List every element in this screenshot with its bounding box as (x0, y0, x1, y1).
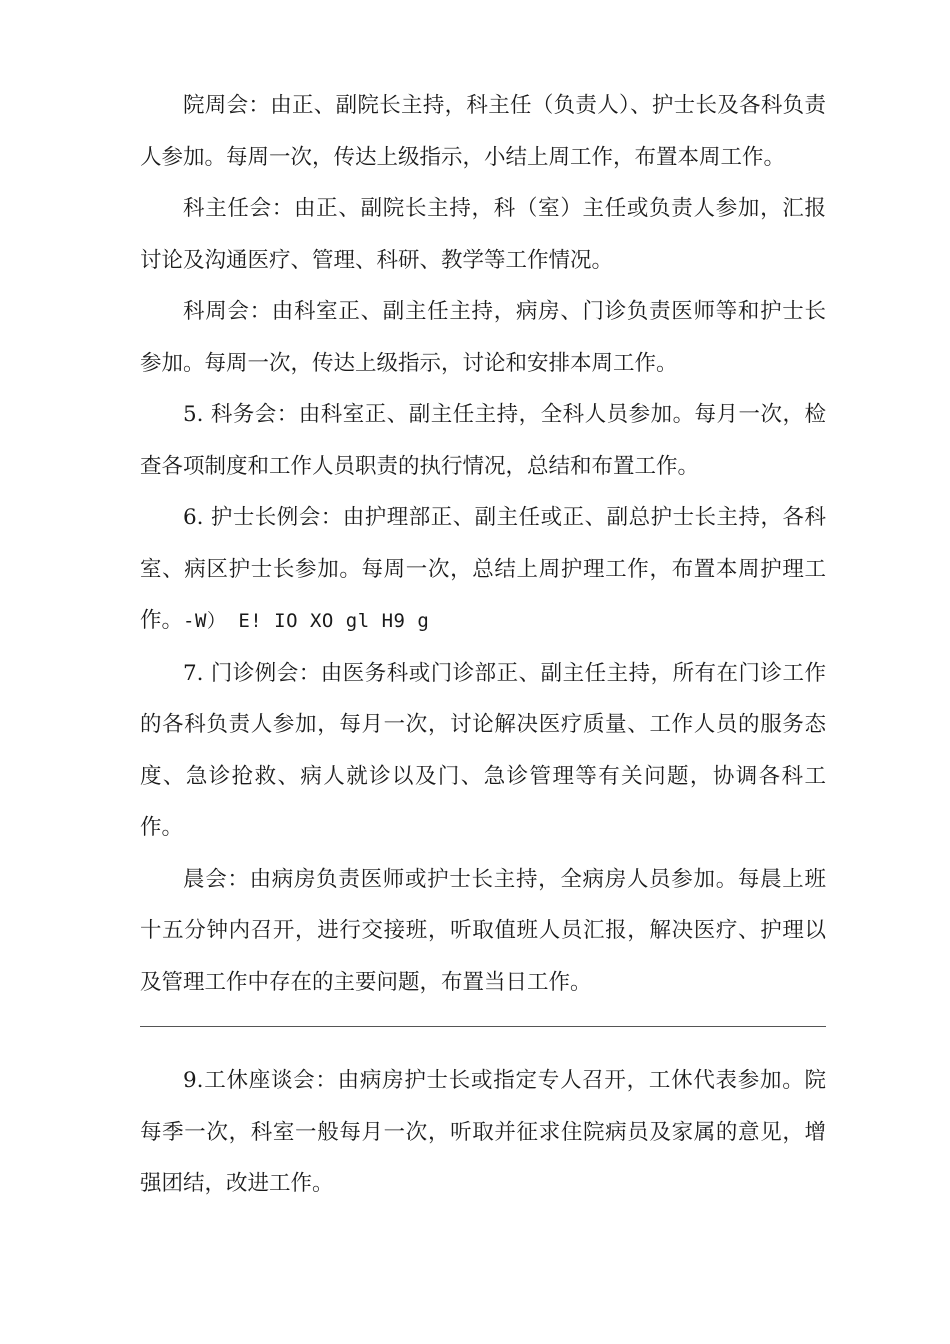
paragraph-text: 7. 门诊例会：由医务科或门诊部正、副主任主持，所有在门诊工作的各科负责人参加，每月一次，讨论解决医疗质量、工作人员的服务态度、急诊抢救、病人就诊以及门、急诊管理等有关问题，协调各科工作。 (140, 660, 826, 840)
paragraph-text: 9.工休座谈会：由病房护士长或指定专人召开，工休代表参加。院每季一次，科室一般每月一次，听取并征求住院病员及家属的意见，增强团结，改进工作。 (140, 1068, 826, 1196)
paragraph-text: 晨会：由病房负责医师或护士长主持，全病房人员参加。每晨上班十五分钟内召开，进行交接班，听取值班人员汇报，解决医疗、护理以及管理工作中存在的主要问题，布置当日工作。 (140, 866, 826, 995)
paragraph-text: 科周会：由科室正、副主任主持，病房、门诊负责医师等和护士长参加。每周一次，传达上级指示，讨论和安排本周工作。 (140, 299, 826, 376)
paragraph-department-affairs-meeting (140, 389, 826, 492)
paragraph-text: 6. 护士长例会：由护理部正、副主任或正、副总护士长主持，各科室、病区护士长参加。每周一次，总结上周护理工作，布置本周护理工作。 (140, 505, 826, 633)
paragraph-text: 院周会：由正、副院长主持，科主任（负责人）、护士长及各科负责人参加。每周一次，传达上级指示，小结上周工作，布置本周工作。 (140, 93, 826, 170)
paragraph-text: 5. 科务会：由科室正、副主任主持，全科人员参加。每月一次，检查各项制度和工作人员职责的执行情况，总结和布置工作。 (140, 402, 826, 479)
paragraph-morning-meeting (140, 854, 826, 1009)
paragraph-weekly-hospital-meeting (140, 80, 826, 183)
paragraph-head-nurse-meeting (140, 492, 826, 648)
paragraph-department-weekly-meeting (140, 286, 826, 389)
paragraph-outpatient-meeting (140, 648, 826, 854)
horizontal-divider (140, 1026, 826, 1027)
paragraph-garbled-suffix: -W） E! IO XO gl H9 g (183, 610, 430, 632)
paragraph-department-director-meeting (140, 183, 826, 286)
document-page (140, 80, 826, 1210)
paragraph-text: 科主任会：由正、副院长主持，科（室）主任或负责人参加，汇报讨论及沟通医疗、管理、科研、教学等工作情况。 (140, 196, 826, 273)
paragraph-patient-forum (140, 1055, 826, 1210)
